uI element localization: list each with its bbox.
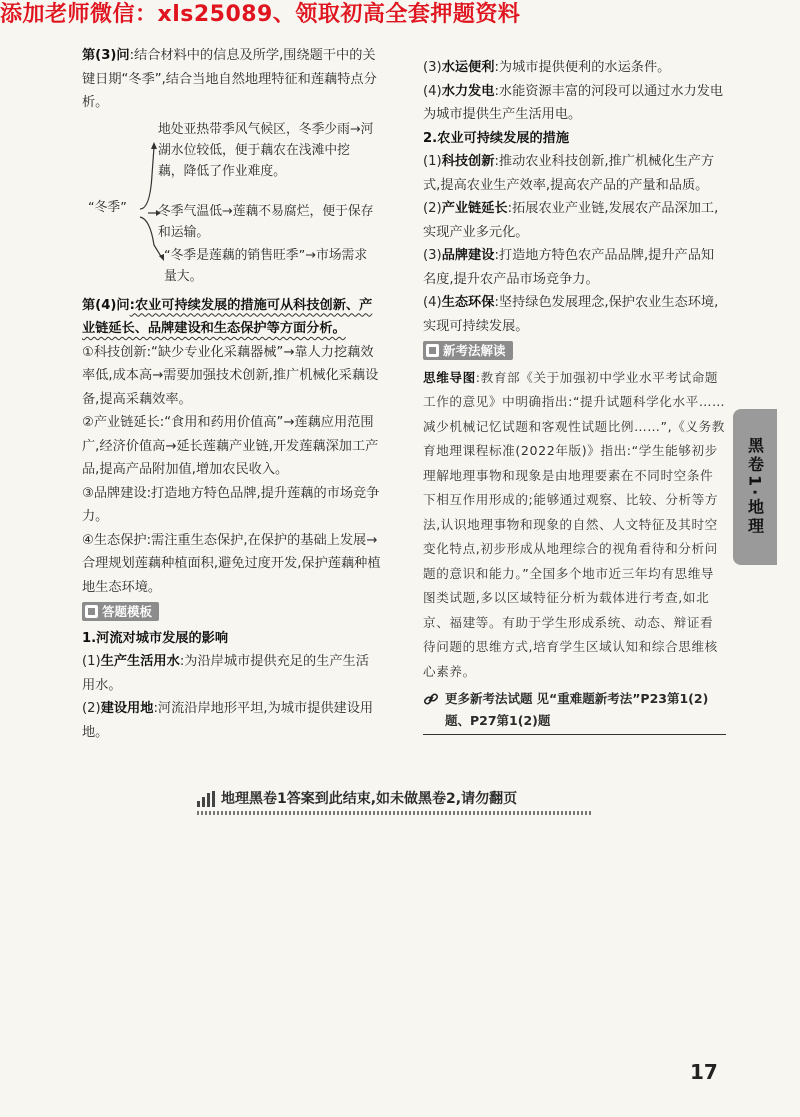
q4-paragraph [82,294,382,341]
page-number: 17 [690,1060,718,1084]
bars-icon [197,791,215,807]
s1-item-1-label: 生产生活用水 [100,654,180,669]
s1-item-3-num: (3) [423,60,442,75]
section-2-title: 2.农业可持续发展的措施 [423,130,570,146]
s2-item-4-text: :坚持绿色发展理念,保护农业生态环境,实现可持续发展。 [423,295,719,334]
section-1-title: 1.河流对城市发展的影响 [82,630,229,646]
s2-item-2-num: (2) [423,201,442,216]
s1-item-1-num: (1) [82,654,101,669]
s2-item-3-text: :打造地方特色农产品品牌,提升产品知名度,提升农产品市场竞争力。 [423,248,715,287]
answer-template-tag [82,602,159,621]
s2-item-4-label: 生态环保 [441,295,495,310]
q4-text: :农业可持续发展的措施可从科技创新、产业链延长、品牌建设和生态保护等方面分析。 [82,297,373,336]
s2-item-3-label: 品牌建设 [441,248,495,263]
s2-item-1-text: :推动农业科技创新,推广机械化生产方式,提高农业生产效率,提高农产品的产量和品质。 [423,154,715,193]
s1-item-3-label: 水运便利 [441,60,495,75]
q3-paragraph [82,44,382,115]
mind-map-node-1: 地处亚热带季风气候区，冬季少雨→河湖水位较低，便于藕农在浅滩中挖藕，降低了作业难度。 [158,121,374,179]
q4-label: 第(4)问 [82,297,130,313]
s1-item-3 [423,56,726,80]
watermark-banner: 添加老师微信：xls25089、领取初高全套押题资料 [0,2,521,27]
new-exam-tag [423,341,513,360]
side-tab [733,409,777,565]
s2-item-4 [423,291,726,338]
mindmap-paragraph [423,366,726,685]
end-note-text: 地理黑卷1答案到此结束,如未做黑卷2,请勿翻页 [221,791,518,807]
s2-item-1 [423,150,726,197]
s2-item-2-text: :拓展农业产业链,发展农产品深加工,实现产业多元化。 [423,201,719,240]
more-tests-ref: 见“重难题新考法”P23第1(2)题、P27第1(2)题 [445,691,709,728]
s1-item-4-text: :水能资源丰富的河段可以通过水力发电为城市提供生产生活用电。 [423,83,724,122]
more-tests-label: 更多新考法试题 [445,691,533,706]
s1-item-4-num: (4) [423,83,442,99]
s2-item-1-num: (1) [423,154,442,169]
link-icon [423,691,439,707]
end-note-rule [197,811,592,815]
side-tab-label: 黑卷1·地理 [745,437,765,537]
s1-item-2 [82,697,382,744]
template-icon [85,605,98,618]
q3-label: 第(3)问 [82,48,130,63]
point-2: ②产业链延长:“食用和药用价值高”→莲藕应用范围广,经济价值高→延长莲藕产业链,开发莲藕深加工产品,提高产品附加值,增加农民收入。 [82,415,379,477]
new-exam-label: 新考法解读 [443,343,506,358]
s1-item-1-text: :为沿岸城市提供充足的生产生活用水。 [82,654,369,693]
s2-item-2 [423,197,726,244]
answer-template-label: 答题模板 [102,604,153,619]
s2-item-2-label: 产业链延长 [441,201,508,216]
point-1: ①科技创新:“缺少专业化采藕器械”→靠人力挖藕效率低,成本高→需要加强技术创新,推广机械化采藕设备,提高采藕效率。 [82,344,379,407]
mind-map-node-3: “冬季是莲藕的销售旺季”→市场需求量大。 [164,247,368,284]
s1-item-2-text: :河流沿岸地形平坦,为城市提供建设用地。 [82,701,374,740]
s1-item-2-num: (2) [82,701,101,716]
s1-item-2-label: 建设用地 [100,701,154,716]
mindmap-text: :教育部《关于加强初中学业水平考试命题工作的意见》中明确指出:“提升试题科学化水平……减少机械记忆试题和客观性试题比例……”,《义务教育地理课程标准(2022年版)》指出:“学生能够初步理解地理事物和现象是由地理要素在不同时空条件下相互作用形成的;能够通过观察、比较、分析等方法,认识地理事物和现象的自然、人文特征及其时空变化特点,初步形成从地理综合的视角看待和分析问题的意识和能力。”全国多个地市近三年均有思维导图类试题,多以区域特征分析为载体进行考查,如北京、福建等。有助于学生形成系统、动态、辩证看待问题的思维方式,培育学生区域认知和综合思维核心素养。 [423,369,726,679]
point-4: ④生态保护:需注重生态保护,在保护的基础上发展→合理规划莲藕种植面积,避免过度开发,保护莲藕种植地生态环境。 [82,532,381,595]
mind-map-center: “冬季” [88,199,127,215]
s1-item-3-text: :为城市提供便利的水运条件。 [494,60,671,75]
more-tests-text [445,688,726,732]
s2-item-3-num: (3) [423,248,442,263]
right-column [423,56,726,735]
s1-item-4-label: 水力发电 [441,83,495,99]
new-exam-icon [426,344,439,357]
q3-text: :结合材料中的信息及所学,围绕题干中的关键日期“冬季”,结合当地自然地理特征和莲藕特点分析。 [82,48,377,110]
end-note [197,787,592,811]
s2-item-4-num: (4) [423,295,442,310]
more-tests-link [423,688,726,735]
left-column [82,44,382,744]
s2-item-3 [423,244,726,291]
s1-item-1 [82,650,382,697]
mind-map-node-2: 冬季气温低→莲藕不易腐烂，便于保存和运输。 [158,203,374,240]
mindmap-label: 思维导图 [423,369,476,385]
winter-mind-map [82,115,382,290]
point-3: ③品牌建设:打造地方特色品牌,提升莲藕的市场竞争力。 [82,485,380,524]
s1-item-4 [423,80,726,127]
s2-item-1-label: 科技创新 [441,154,495,169]
